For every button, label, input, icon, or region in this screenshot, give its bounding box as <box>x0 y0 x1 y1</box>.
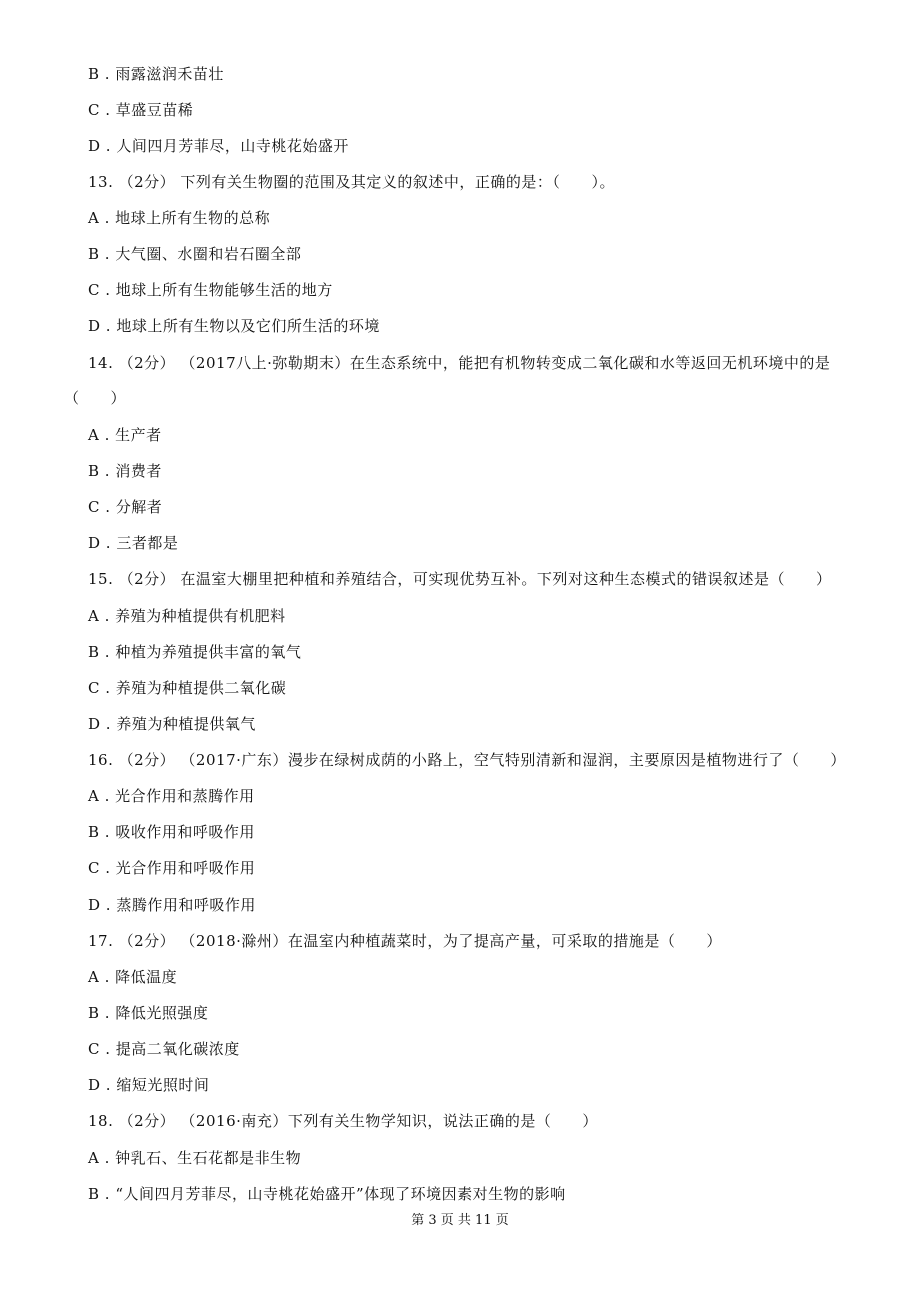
answer-option: C . 光合作用和呼吸作用 <box>88 859 256 877</box>
question-stem: 14. （2分） （2017八上·弥勒期末）在生态系统中，能把有机物转变成二氧化碳和水等返回无机环境中的是 <box>88 354 831 372</box>
answer-option: C . 地球上所有生物能够生活的地方 <box>88 281 333 299</box>
answer-option: D . 地球上所有生物以及它们所生活的环境 <box>88 317 380 335</box>
answer-option: D . 人间四月芳菲尽，山寺桃花始盛开 <box>88 137 349 155</box>
answer-option: A . 养殖为种植提供有机肥料 <box>88 607 286 625</box>
answer-option: D . 三者都是 <box>88 534 179 552</box>
answer-option: B . “人间四月芳菲尽，山寺桃花始盛开”体现了环境因素对生物的影响 <box>88 1185 566 1203</box>
page-footer: 第 3 页 共 11 页 <box>411 1213 509 1228</box>
question-stem: 13. （2分） 下列有关生物圈的范围及其定义的叙述中，正确的是：（ ）。 <box>88 173 615 191</box>
answer-option: B . 种植为养殖提供丰富的氧气 <box>88 643 302 661</box>
question-stem: 16. （2分） （2017·广东）漫步在绿树成荫的小路上，空气特别清新和湿润，主要原因是植物进行了（ ） <box>88 751 846 769</box>
answer-option: C . 分解者 <box>88 498 163 516</box>
answer-option: A . 钟乳石、生石花都是非生物 <box>88 1149 302 1167</box>
answer-option: A . 光合作用和蒸腾作用 <box>88 787 255 805</box>
answer-option: A . 生产者 <box>88 426 162 444</box>
answer-option: B . 吸收作用和呼吸作用 <box>88 823 255 841</box>
question-stem-continuation: （ ） <box>64 389 127 407</box>
answer-option: A . 降低温度 <box>88 968 178 986</box>
answer-option: A . 地球上所有生物的总称 <box>88 209 271 227</box>
answer-option: B . 大气圈、水圈和岩石圈全部 <box>88 245 302 263</box>
question-stem: 15. （2分） 在温室大棚里把种植和养殖结合，可实现优势互补。下列对这种生态模式的错误叙述是（ ） <box>88 570 832 588</box>
answer-option: C . 养殖为种植提供二氧化碳 <box>88 679 287 697</box>
answer-option: D . 缩短光照时间 <box>88 1076 210 1094</box>
answer-option: C . 提高二氧化碳浓度 <box>88 1040 240 1058</box>
answer-option: D . 蒸腾作用和呼吸作用 <box>88 896 256 914</box>
answer-option: B . 降低光照强度 <box>88 1004 209 1022</box>
answer-option: C . 草盛豆苗稀 <box>88 101 194 119</box>
answer-option: B . 消费者 <box>88 462 162 480</box>
answer-option: B . 雨露滋润禾苗壮 <box>88 65 224 83</box>
question-stem: 18. （2分） （2016·南充）下列有关生物学知识，说法正确的是（ ） <box>88 1112 598 1130</box>
answer-option: D . 养殖为种植提供氧气 <box>88 715 256 733</box>
question-stem: 17. （2分） （2018·滁州）在温室内种植蔬菜时，为了提高产量，可采取的措施是（ ） <box>88 932 722 950</box>
